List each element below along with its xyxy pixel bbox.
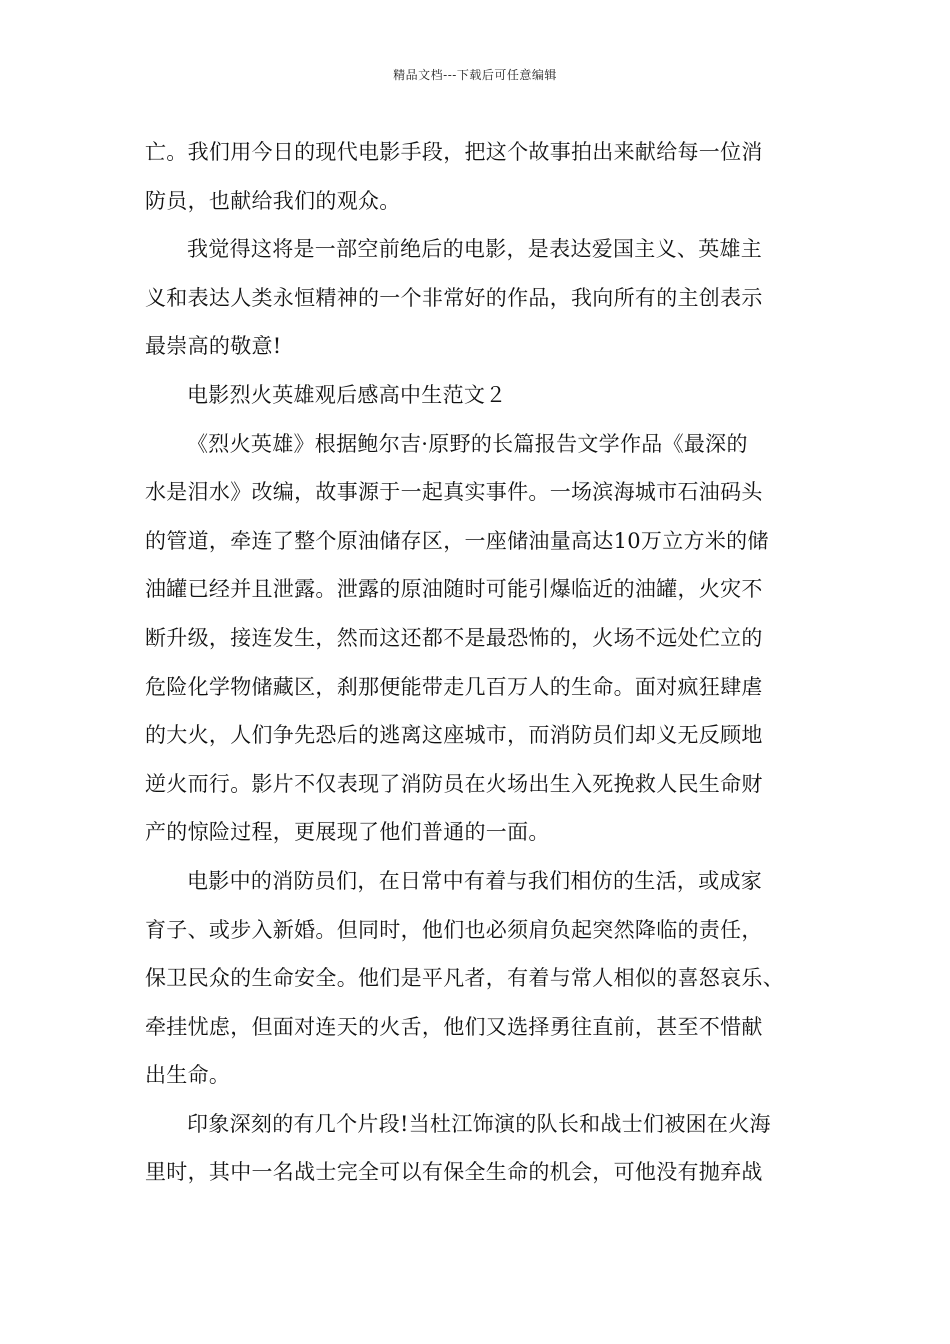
text-line: 保卫民众的生命安全。他们是平凡者，有着与常人相似的喜怒哀乐、	[145, 966, 784, 991]
text-line: 牵挂忧虑，但面对连天的火舌，他们又选择勇往直前，甚至不惜献	[145, 1014, 763, 1039]
document-body	[145, 128, 845, 1197]
text-line: 产的惊险过程，更展现了他们普通的一面。	[145, 820, 550, 845]
section-title	[145, 371, 845, 420]
text-line: 防员，也献给我们的观众。	[145, 188, 401, 213]
text-line: 的管道，牵连了整个原油储存区，一座储油量高达10万立方米的储	[145, 528, 769, 553]
page-header: 精品文档---下载后可任意编辑	[393, 68, 557, 82]
text-line: 育子、或步入新婚。但同时，他们也必须肩负起突然降临的责任，	[145, 917, 763, 942]
text-line: 危险化学物储藏区，刹那便能带走几百万人的生命。面对疯狂肆虐	[145, 674, 763, 699]
text-line: 我觉得这将是一部空前绝后的电影，是表达爱国主义、英雄主	[187, 237, 763, 262]
text-line: 油罐已经并且泄露。泄露的原油随时可能引爆临近的油罐，火灾不	[145, 577, 763, 602]
text-line: 义和表达人类永恒精神的一个非常好的作品，我向所有的主创表示	[145, 285, 763, 310]
text-line: 水是泪水》改编，故事源于一起真实事件。一场滨海城市石油码头	[145, 480, 763, 505]
text-line: 里时，其中一名战士完全可以有保全生命的机会，可他没有抛弃战	[145, 1160, 763, 1185]
text-line: 断升级，接连发生，然而这还都不是最恐怖的，火场不远处伫立的	[145, 625, 763, 650]
paragraph	[145, 225, 845, 371]
text-line: 逆火而行。影片不仅表现了消防员在火场出生入死挽救人民生命财	[145, 771, 763, 796]
paragraph	[145, 857, 845, 1100]
text-line: 电影中的消防员们，在日常中有着与我们相仿的生活，或成家	[187, 868, 763, 893]
text-line: 出生命。	[145, 1063, 231, 1088]
text-line: 《烈火英雄》根据鲍尔吉·原野的长篇报告文学作品《最深的	[187, 431, 748, 456]
paragraph	[145, 128, 845, 225]
text-line: 印象深刻的有几个片段!当杜江饰演的队长和战士们被困在火海	[187, 1111, 771, 1136]
text-line: 最崇高的敬意!	[145, 334, 282, 359]
text-line: 电影烈火英雄观后感高中生范文２	[187, 382, 507, 407]
text-line: 亡。我们用今日的现代电影手段，把这个故事拍出来献给每一位消	[145, 140, 763, 164]
text-line: 的大火，人们争先恐后的逃离这座城市，而消防员们却义无反顾地	[145, 723, 763, 748]
paragraph	[145, 1100, 845, 1197]
paragraph	[145, 420, 845, 857]
